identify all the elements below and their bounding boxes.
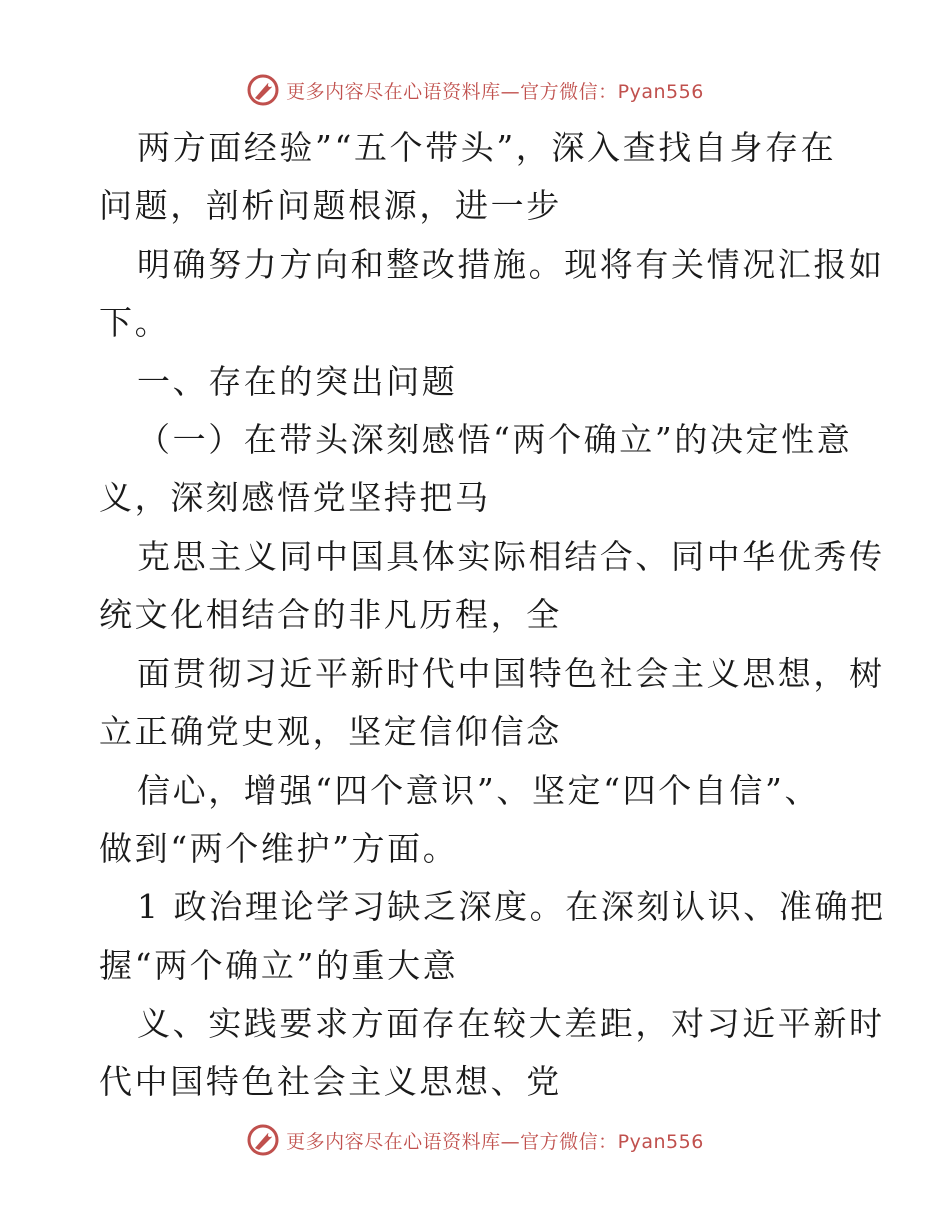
body-line: 统文化相结合的非凡历程，全 bbox=[99, 595, 562, 634]
body-line: 义，深刻感悟党坚持把马 bbox=[99, 478, 491, 517]
body-line: 问题，剖析问题根源，进一步 bbox=[99, 186, 562, 225]
numbered-item: 1 政治理论学习缺乏深度。在深刻认识、准确把 bbox=[137, 887, 886, 926]
body-line: 两方面经验”“五个带头”，深入查找自身存在 bbox=[137, 128, 837, 167]
body-line: 代中国特色社会主义思想、党 bbox=[99, 1062, 562, 1101]
body-line: 信心，增强“四个意识”、坚定“四个自信”、 bbox=[137, 771, 821, 810]
pen-nib-circle-logo-icon bbox=[246, 1123, 280, 1157]
body-line: 立正确党史观，坚定信仰信念 bbox=[99, 712, 562, 751]
header-banner-text: 更多内容尽在心语资料库—官方微信：Pyan556 bbox=[286, 80, 704, 103]
body-line: 面贯彻习近平新时代中国特色社会主义思想，树 bbox=[137, 654, 885, 693]
body-line: 义、实践要求方面存在较大差距，对习近平新时 bbox=[137, 1004, 885, 1043]
footer-banner-text: 更多内容尽在心语资料库—官方微信：Pyan556 bbox=[286, 1130, 704, 1153]
body-line: 握“两个确立”的重大意 bbox=[99, 946, 459, 985]
footer-banner bbox=[0, 1120, 950, 1160]
section-heading: 一、存在的突出问题 bbox=[137, 362, 458, 401]
body-line: 下。 bbox=[99, 303, 171, 342]
subsection-heading: （一）在带头深刻感悟“两个确立”的决定性意 bbox=[137, 420, 853, 459]
body-line: 明确努力方向和整改措施。现将有关情况汇报如 bbox=[137, 245, 885, 284]
body-line: 克思主义同中国具体实际相结合、同中华优秀传 bbox=[137, 537, 885, 576]
body-line: 做到“两个维护”方面。 bbox=[99, 829, 459, 868]
